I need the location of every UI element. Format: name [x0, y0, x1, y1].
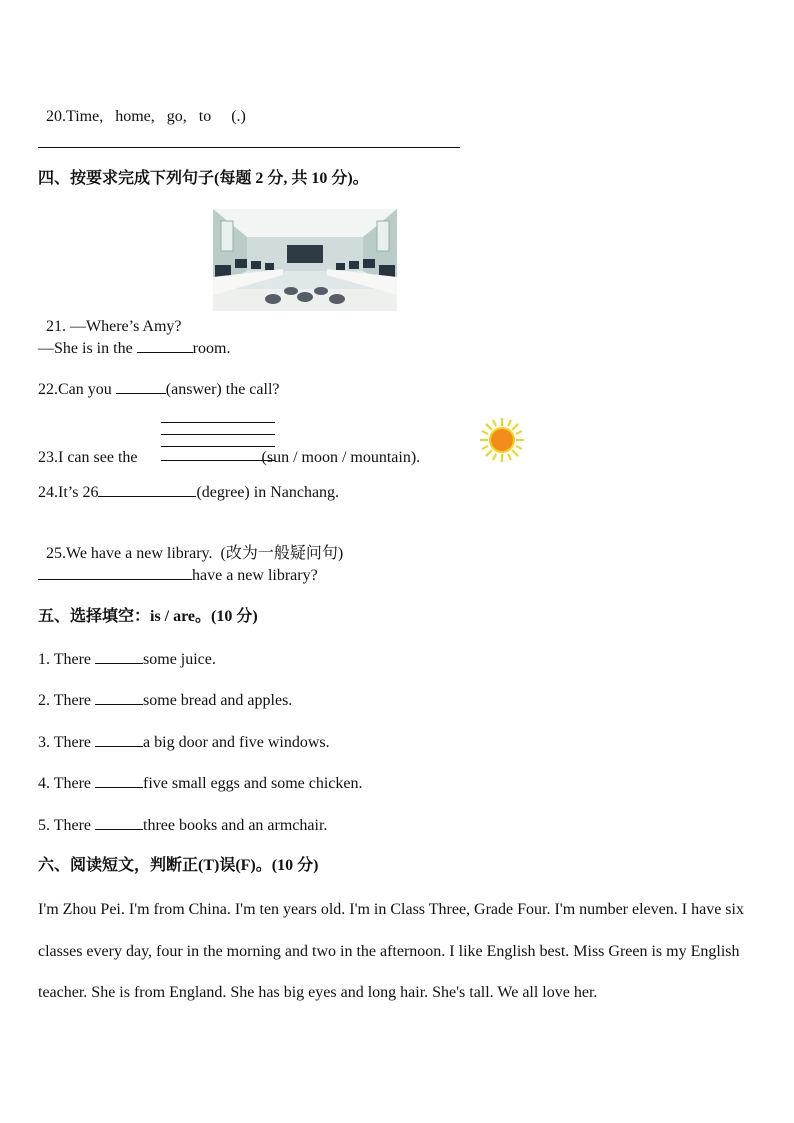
question-25-answer-end: have a new library?: [192, 567, 318, 584]
fill-item-start: 3. There: [38, 734, 96, 751]
question-25: [38, 524, 343, 564]
question-22-start: 22.Can you: [38, 381, 116, 398]
writing-guide-line-1: [161, 422, 275, 423]
fill-item-end: three books and an armchair.: [143, 817, 328, 834]
question-25-answer: [38, 565, 318, 586]
question-21-prompt: 21. —Where’s Amy?: [46, 318, 182, 335]
computer-room-image: [213, 209, 397, 311]
fill-blank[interactable]: [95, 690, 143, 705]
fill-item-start: 5. There: [38, 817, 96, 834]
fill-blank[interactable]: [95, 773, 143, 788]
writing-guide-line-3: [161, 446, 275, 447]
fill-blank[interactable]: [95, 649, 143, 664]
question-21-answer-end: room.: [192, 340, 231, 357]
question-23-start: 23.I can see the: [38, 449, 142, 466]
section-6-title: 六、阅读短文，判断正(T)误(F)。(10 分): [38, 857, 319, 874]
writing-guide-line-2: [161, 434, 275, 435]
reading-passage: I'm Zhou Pei. I'm from China. I'm ten years old. I'm in Class Three, Grade Four. I'm number eleven. I have six classes every day, four in the morning and two in the afternoon. I like English best. Miss Green is my English teacher. She is from England. She has big eyes and long hair. She's tall. We all love her.: [38, 901, 744, 1001]
question-24-end: (degree) in Nanchang.: [196, 484, 340, 501]
question-23: [38, 448, 420, 468]
fill-item-end: five small eggs and some chicken.: [143, 775, 363, 792]
fill-item-start: 4. There: [38, 775, 96, 792]
section-4-title: 四、按要求完成下列句子(每题 2 分, 共 10 分)。: [38, 170, 369, 187]
fill-item-start: 1. There: [38, 651, 96, 668]
sun-icon: [478, 416, 526, 464]
fill-blank[interactable]: [95, 815, 143, 830]
question-22: [38, 379, 280, 400]
question-24-start: 24.It’s 26: [38, 484, 99, 501]
question-21-answer-start: —She is in the: [38, 340, 137, 357]
blank-24[interactable]: [98, 482, 196, 497]
fill-item-end: some juice.: [143, 651, 216, 668]
fill-item: [38, 732, 330, 753]
question-20-text: 20.Time, home, go, to (.): [46, 108, 246, 125]
question-20: [38, 87, 246, 127]
blank-22[interactable]: [116, 379, 166, 394]
question-22-end: (answer) the call?: [165, 381, 280, 398]
section-5-title: 五、选择填空：is / are。(10 分): [38, 608, 258, 625]
question-24: [38, 482, 339, 503]
fill-item-start: 2. There: [38, 692, 96, 709]
fill-item: [38, 649, 216, 670]
fill-blank[interactable]: [95, 732, 143, 747]
blank-25[interactable]: [38, 565, 192, 580]
question-21-answer: [38, 338, 230, 359]
question-25-prompt: 25.We have a new library. (改为一般疑问句): [46, 545, 344, 562]
fill-item-end: a big door and five windows.: [143, 734, 330, 751]
fill-item: [38, 773, 363, 794]
answer-line-20: [38, 147, 460, 148]
blank-21[interactable]: [137, 338, 193, 353]
fill-item: [38, 690, 292, 711]
question-23-end: (sun / moon / mountain).: [257, 449, 421, 466]
question-21: [38, 297, 182, 337]
fill-item: [38, 815, 327, 836]
fill-item-end: some bread and apples.: [143, 692, 293, 709]
